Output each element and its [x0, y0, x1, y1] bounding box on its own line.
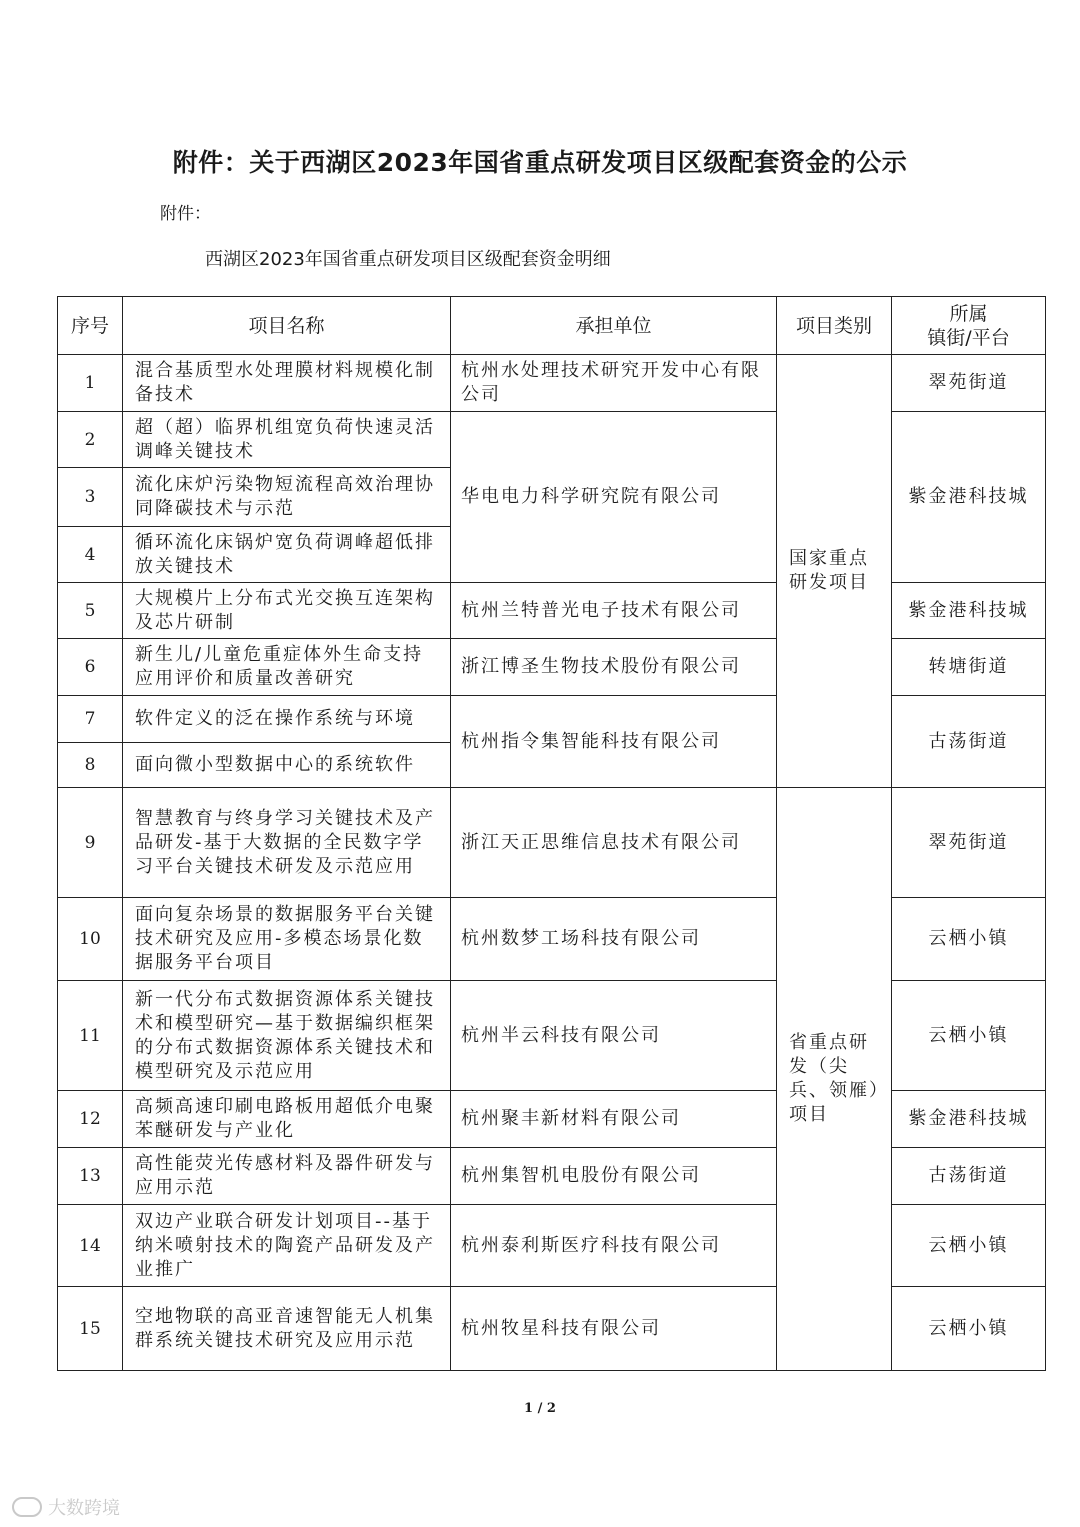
town-name: 翠苑街道: [892, 788, 1046, 898]
town-name: 紫金港科技城: [892, 583, 1046, 639]
header-town: 所属 镇街/平台: [892, 297, 1046, 355]
project-name: 面向复杂场景的数据服务平台关键技术研究及应用-多模态场景化数据服务平台项目: [123, 898, 451, 981]
row-index: 10: [58, 898, 123, 981]
row-index: 14: [58, 1205, 123, 1287]
town-name: 云栖小镇: [892, 1205, 1046, 1287]
row-index: 5: [58, 583, 123, 639]
table-row: [58, 1148, 1046, 1205]
project-name: 智慧教育与终身学习关键技术及产品研发-基于大数据的全民数字学习平台关键技术研发及示范应用: [123, 788, 451, 898]
table-row: [58, 1091, 1046, 1148]
table-row: [58, 898, 1046, 981]
row-index: 8: [58, 743, 123, 788]
project-name: 混合基质型水处理膜材料规模化制备技术: [123, 355, 451, 412]
row-index: 2: [58, 412, 123, 468]
town-name: 古荡街道: [892, 1148, 1046, 1205]
table-row: [58, 696, 1046, 743]
project-name: 高频高速印刷电路板用超低介电聚苯醚研发与产业化: [123, 1091, 451, 1148]
project-category: 省重点研发（尖兵、领雁）项目: [777, 788, 892, 1371]
table-row: [58, 355, 1046, 412]
project-name: 超（超）临界机组宽负荷快速灵活调峰关键技术: [123, 412, 451, 468]
row-index: 11: [58, 981, 123, 1091]
watermark-text: 大数跨境: [48, 1498, 120, 1519]
unit-name: 杭州集智机电股份有限公司: [451, 1148, 777, 1205]
table-row: [58, 1205, 1046, 1287]
table-row: [58, 788, 1046, 898]
table-row: [58, 1287, 1046, 1371]
town-name: 云栖小镇: [892, 898, 1046, 981]
project-name: 流化床炉污染物短流程高效治理协同降碳技术与示范: [123, 468, 451, 527]
unit-name: 杭州兰特普光电子技术有限公司: [451, 583, 777, 639]
table-row: [58, 583, 1046, 639]
town-name: 云栖小镇: [892, 1287, 1046, 1371]
unit-name: 杭州牧星科技有限公司: [451, 1287, 777, 1371]
unit-name: 杭州聚丰新材料有限公司: [451, 1091, 777, 1148]
town-name: 紫金港科技城: [892, 412, 1046, 583]
project-name: 面向微小型数据中心的系统软件: [123, 743, 451, 788]
table-row: [58, 412, 1046, 468]
row-index: 1: [58, 355, 123, 412]
project-category: 国家重点研发项目: [777, 355, 892, 788]
unit-name: 杭州数梦工场科技有限公司: [451, 898, 777, 981]
row-index: 15: [58, 1287, 123, 1371]
project-name: 软件定义的泛在操作系统与环境: [123, 696, 451, 743]
project-name: 空地物联的高亚音速智能无人机集群系统关键技术研究及应用示范: [123, 1287, 451, 1371]
header-unit: 承担单位: [451, 297, 777, 355]
unit-name: 杭州泰利斯医疗科技有限公司: [451, 1205, 777, 1287]
row-index: 13: [58, 1148, 123, 1205]
project-name: 双边产业联合研发计划项目--基于纳米喷射技术的陶瓷产品研发及产业推广: [123, 1205, 451, 1287]
row-index: 9: [58, 788, 123, 898]
unit-name: 杭州指令集智能科技有限公司: [451, 696, 777, 788]
table-header-row: [58, 297, 1046, 355]
row-index: 12: [58, 1091, 123, 1148]
document-title: 附件：关于西湖区2023年国省重点研发项目区级配套资金的公示: [172, 148, 908, 177]
attachment-label: 附件：: [160, 204, 211, 224]
unit-name: 华电电力科学研究院有限公司: [451, 412, 777, 583]
table-title: 西湖区2023年国省重点研发项目区级配套资金明细: [205, 249, 611, 270]
header-category: 项目类别: [777, 297, 892, 355]
project-name: 高性能荧光传感材料及器件研发与应用示范: [123, 1148, 451, 1205]
row-index: 6: [58, 639, 123, 696]
project-name: 大规模片上分布式光交换互连架构及芯片研制: [123, 583, 451, 639]
table-row: [58, 639, 1046, 696]
town-name: 紫金港科技城: [892, 1091, 1046, 1148]
project-name: 循环流化床锅炉宽负荷调峰超低排放关键技术: [123, 527, 451, 583]
watermark-logo-icon: [12, 1497, 42, 1517]
project-name: 新生儿/儿童危重症体外生命支持应用评价和质量改善研究: [123, 639, 451, 696]
unit-name: 浙江博圣生物技术股份有限公司: [451, 639, 777, 696]
project-name: 新一代分布式数据资源体系关键技术和模型研究—基于数据编织框架的分布式数据资源体系关键技术和模型研究及示范应用: [123, 981, 451, 1091]
unit-name: 杭州半云科技有限公司: [451, 981, 777, 1091]
header-project-name: 项目名称: [123, 297, 451, 355]
row-index: 4: [58, 527, 123, 583]
unit-name: 杭州水处理技术研究开发中心有限公司: [451, 355, 777, 412]
funding-table: [57, 296, 1046, 1371]
page-number: 1 / 2: [524, 1401, 556, 1416]
row-index: 3: [58, 468, 123, 527]
table-row: [58, 981, 1046, 1091]
town-name: 翠苑街道: [892, 355, 1046, 412]
town-name: 云栖小镇: [892, 981, 1046, 1091]
header-index: 序号: [58, 297, 123, 355]
town-name: 古荡街道: [892, 696, 1046, 788]
unit-name: 浙江天正思维信息技术有限公司: [451, 788, 777, 898]
watermark: [12, 1494, 120, 1520]
row-index: 7: [58, 696, 123, 743]
town-name: 转塘街道: [892, 639, 1046, 696]
